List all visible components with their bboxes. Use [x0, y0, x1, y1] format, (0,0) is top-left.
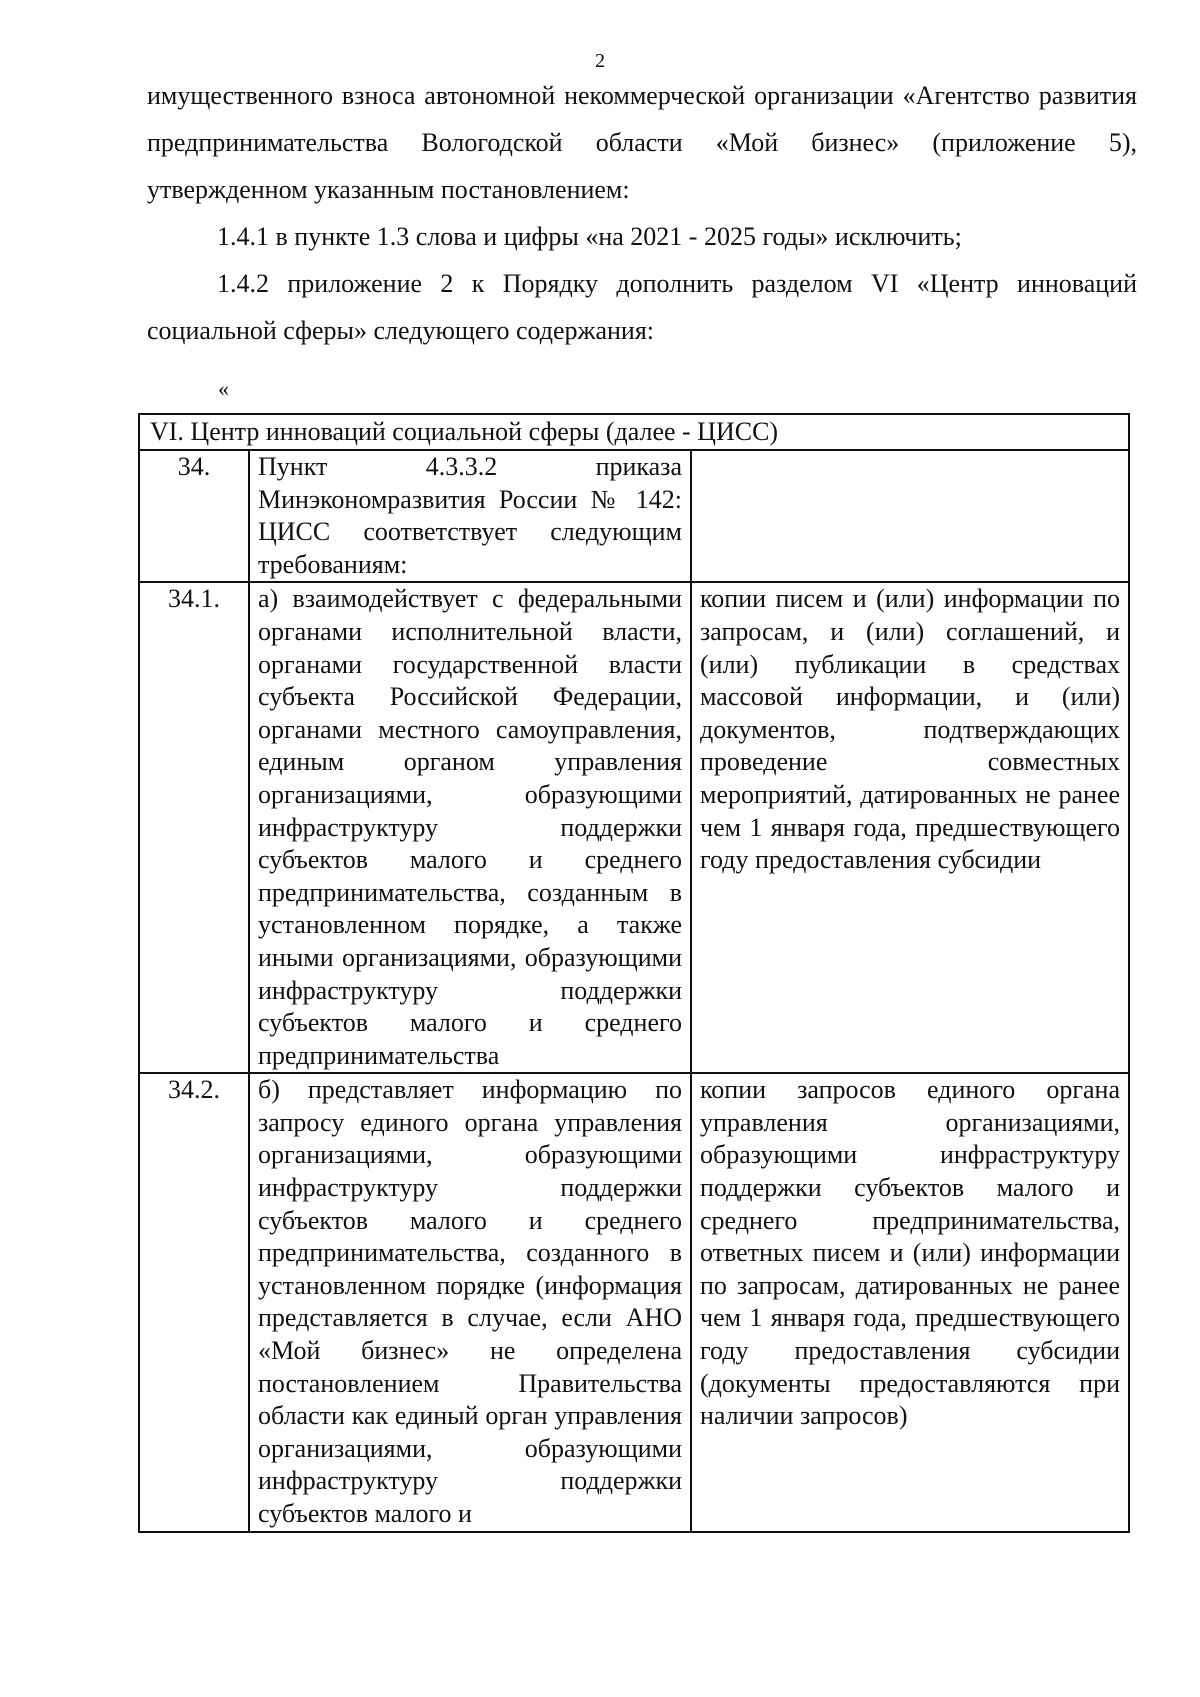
- requirements-table: [138, 413, 1130, 1533]
- page-number: 2: [595, 50, 605, 72]
- intro-paragraph-3: 1.4.2 приложение 2 к Порядку дополнить разделом VI «Центр инноваций социальной сферы» следующего содержания:: [147, 269, 1137, 345]
- table-row: [139, 1073, 1129, 1531]
- documents-cell: [691, 450, 1129, 582]
- intro-paragraph-2: 1.4.1 в пункте 1.3 слова и цифры «на 2021 - 2025 годы» исключить;: [217, 222, 962, 251]
- section-title: VI. Центр инноваций социальной сферы (далее - ЦИСС): [139, 414, 1129, 450]
- requirement-cell: а) взаимодействует с федеральными органами исполнительной власти, органами государственной власти субъекта Российской Федерации, органами местного самоуправления, единым органом управления организациями, образующими инфраструктуру поддержки субъектов малого и среднего предпринимательства, созданным в установленном порядке, а также иными организациями, образующими инфраструктуру поддержки субъектов малого и среднего предпринимательства: [249, 582, 691, 1073]
- section-title-row: [139, 414, 1129, 450]
- requirement-cell: Пункт 4.3.3.2 приказа Минэкономразвития России № 142: ЦИСС соответствует следующим требованиям:: [249, 450, 691, 582]
- table-row: [139, 582, 1129, 1073]
- documents-cell: копии запросов единого органа управления организациями, образующими инфраструктуру поддержки субъектов малого и среднего предпринимательства, ответных писем и (или) информации по запросам, датированных не ранее чем 1 января года, предшествующего году предоставления субсидии (документы предоставляются при наличии запросов): [691, 1073, 1129, 1531]
- requirement-cell: б) представляет информацию по запросу единого органа управления организациями, образующими инфраструктуру поддержки субъектов малого и среднего предпринимательства, созданного в установленном порядке (информация представляется в случае, если АНО «Мой бизнес» не определена постановлением Правительства области как единый орган управления организациями, образующими инфраструктуру поддержки субъектов малого и: [249, 1073, 691, 1531]
- row-number: 34.2.: [139, 1073, 249, 1531]
- opening-quote-mark: «: [218, 376, 229, 401]
- table-row: [139, 450, 1129, 582]
- row-number: 34.: [139, 450, 249, 582]
- intro-paragraph-1: имущественного взноса автономной некоммерческой организации «Агентство развития предпринимательства Вологодской области «Мой бизнес» (приложение 5), утвержденном указанным постановлением:: [147, 81, 1137, 204]
- documents-cell: копии писем и (или) информации по запросам, и (или) соглашений, и (или) публикации в средствах массовой информации, и (или) документов, подтверждающих проведение совместных мероприятий, датированных не ранее чем 1 января года, предшествующего году предоставления субсидии: [691, 582, 1129, 1073]
- row-number: 34.1.: [139, 582, 249, 1073]
- intro-text: [147, 72, 1137, 354]
